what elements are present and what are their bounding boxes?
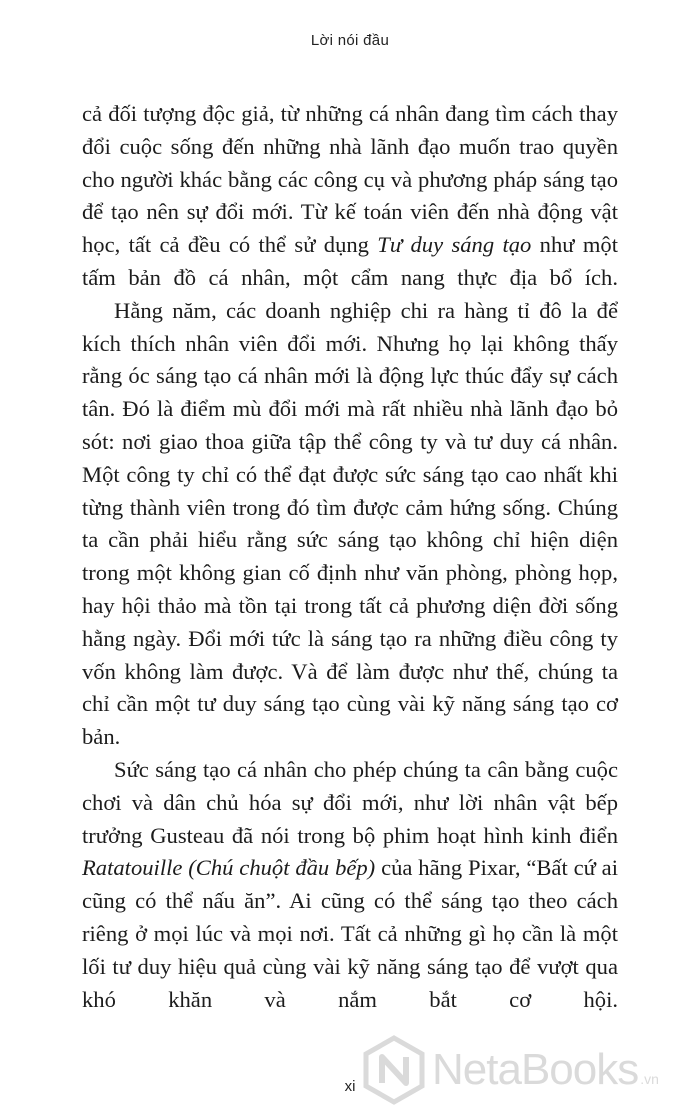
running-header: Lời nói đầu	[310, 32, 390, 49]
watermark-text	[432, 1045, 659, 1094]
body-text	[82, 98, 618, 1016]
book-title-italic: Tư duy sáng tạo	[377, 232, 532, 258]
paragraph-3-text-a: Sức sáng tạo cá nhân cho phép chúng ta cân bằng cuộc chơi và dân chủ hóa sự đổi mới, như lời nhân vật bếp trưởng Gusteau đã nói trong bộ phim hoạt hình kinh điển	[82, 756, 618, 848]
watermark-suffix: .vn	[640, 1071, 659, 1087]
paragraph-3	[82, 754, 618, 1016]
paragraph-2: Hằng năm, các doanh nghiệp chi ra hàng tỉ đô la để kích thích nhân viên đổi mới. Nhưng họ lại không thấy rằng óc sáng tạo cá nhân mới là động lực thúc đẩy sự cách tân. Đó là điểm mù đổi mới mà rất nhiều nhà lãnh đạo bỏ sót: nơi giao thoa giữa tập thể công ty và tư duy cá nhân. Một công ty chỉ có thể đạt được sức sáng tạo cao nhất khi từng thành viên trong đó tìm được cảm hứng sống. Chúng ta cần phải hiểu rằng sức sáng tạo không chỉ hiện diện trong một không gian cố định như văn phòng, phòng họp, hay hội thảo mà tồn tại trong tất cả phương diện đời sống hằng ngày. Đổi mới tức là sáng tạo ra những điều công ty vốn không làm được. Và để làm được như thế, chúng ta chỉ cần một tư duy sáng tạo cùng vài kỹ năng sáng tạo cơ bản.	[82, 297, 618, 750]
paragraph-1	[82, 98, 618, 295]
watermark-brand: NetaBooks	[432, 1045, 639, 1094]
netabooks-logo-icon	[362, 1035, 426, 1105]
paragraph-1-text-b: như một tấm bản đồ cá nhân, một cẩm nang thực địa bổ ích.	[82, 232, 618, 290]
paragraph-1-text-a: cả đối tượng độc giả, từ những cá nhân đang tìm cách thay đổi cuộc sống đến những nhà lãnh đạo muốn trao quyền cho người khác bằng các công cụ và phương pháp sáng tạo để tạo nên sự đổi mới. Từ kế toán viên đến nhà động vật học, tất cả đều có thể sử dụng	[82, 101, 618, 258]
paragraph-3-text-b: của hãng Pixar, “Bất cứ ai cũng có thể nấu ăn”. Ai cũng có thể sáng tạo theo cách riêng ở mọi lúc và mọi nơi. Tất cả những gì họ cần là một lối tư duy hiệu quả cùng vài kỹ năng sáng tạo để vượt qua khó khăn và nắm bắt cơ hội.	[82, 855, 618, 1012]
netabooks-watermark	[362, 1028, 692, 1112]
page-number: xi	[344, 1078, 356, 1095]
film-title-italic: Ratatouille (Chú chuột đầu bếp)	[82, 855, 376, 881]
